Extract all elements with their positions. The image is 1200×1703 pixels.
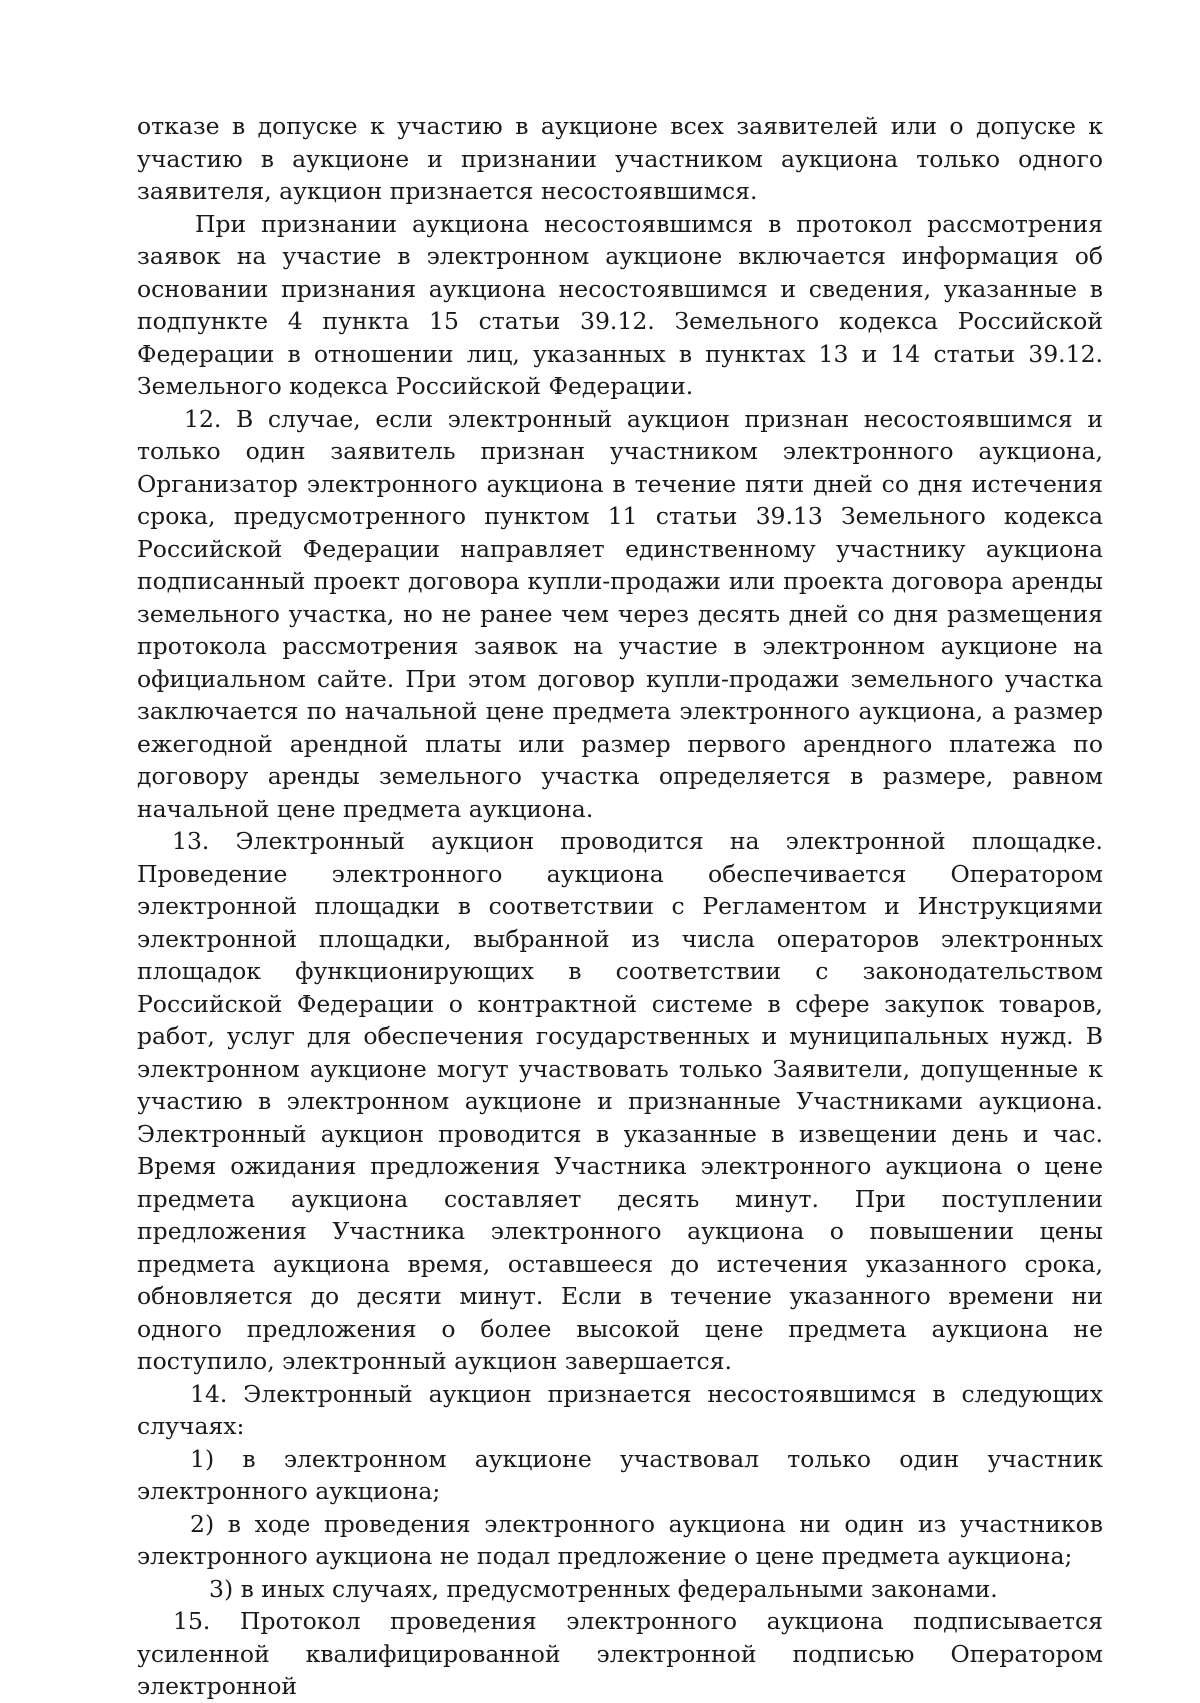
list-item-2: 2) в ходе проведения электронного аукциона ни один из участников электронного аукциона не подал предложение о цене предмета аукциона; xyxy=(137,1509,1103,1570)
paragraph-clause-13: 13. Электронный аукцион проводится на электронной площадке. Проведение электронного аукциона обеспечивается Оператором электронной площадки в соответствии с Регламентом и Инструкциями электронной площадки, выбранной из числа операторов электронных площадок функционирующих в соответствии с законодательством Российской Федерации о контрактной системе в сфере закупок товаров, работ, услуг для обеспечения государственных и муниципальных нужд. В электронном аукционе могут участвовать только Заявители, допущенные к участию в электронном аукционе и признанные Участниками аукциона. Электронный аукцион проводится в указанные в извещении день и час. Время ожидания предложения Участника электронного аукциона о цене предмета аукциона составляет десять минут. При поступлении предложения Участника электронного аукциона о повышении цены предмета аукциона время, оставшееся до истечения указанного срока, обновляется до десяти минут. Если в течение указанного времени ни одного предложения о более высокой цене предмета аукциона не поступило, электронный аукцион завершается. xyxy=(137,827,1103,1375)
paragraph-clause-15: 15. Протокол проведения электронного аукциона подписывается усиленной квалифицированной электронной подписью Оператором электронной xyxy=(137,1607,1103,1700)
list-item-3: 3) в иных случаях, предусмотренных федеральными законами. xyxy=(209,1574,998,1603)
paragraph-recognition-info: При признании аукциона несостоявшимся в протокол рассмотрения заявок на участие в электронном аукционе включается информация об основании признания аукциона несостоявшимся и сведения, указанные в подпункте 4 пункта 15 статьи 39.12. Земельного кодекса Российской Федерации в отношении лиц, указанных в пунктах 13 и 14 статьи 39.12. Земельного кодекса Российской Федерации. xyxy=(137,209,1103,400)
document-body xyxy=(137,110,1103,1703)
list-item-1: 1) в электронном аукционе участвовал только один участник электронного аукциона; xyxy=(137,1444,1103,1505)
paragraph-continuation: отказе в допуске к участию в аукционе всех заявителей или о допуске к участию в аукционе и признании участником аукциона только одного заявителя, аукцион признается несостоявшимся. xyxy=(137,112,1103,205)
paragraph-clause-14: 14. Электронный аукцион признается несостоявшимся в следующих случаях: xyxy=(137,1379,1103,1440)
paragraph-clause-12: 12. В случае, если электронный аукцион признан несостоявшимся и только один заявитель признан участником электронного аукциона, Организатор электронного аукциона в течение пяти дней со дня истечения срока, предусмотренного пунктом 11 статьи 39.13 Земельного кодекса Российской Федерации направляет единственному участнику аукциона подписанный проект договора купли-продажи или проекта договора аренды земельного участка, но не ранее чем через десять дней со дня размещения протокола рассмотрения заявок на участие в электронном аукционе на официальном сайте. При этом договор купли-продажи земельного участка заключается по начальной цене предмета электронного аукциона, а размер ежегодной арендной платы или размер первого арендного платежа по договору аренды земельного участка определяется в размере, равном начальной цене предмета аукциона. xyxy=(137,404,1103,823)
